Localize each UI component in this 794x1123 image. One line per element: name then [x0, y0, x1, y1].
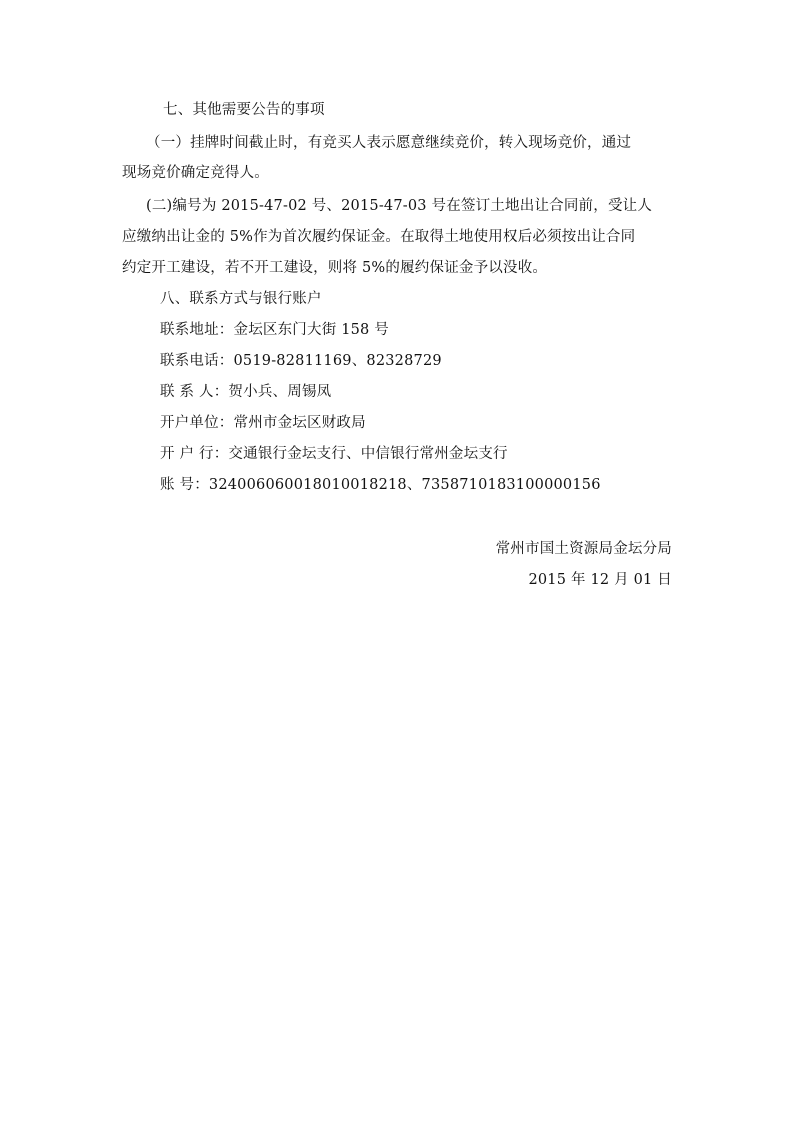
section7-heading: 七、其他需要公告的事项	[163, 102, 325, 118]
account-unit: 开户单位：常州市金坛区财政局	[160, 415, 366, 431]
signature-date: 2015 年 12 月 01 日	[528, 572, 672, 588]
contact-phone: 联系电话：0519-82811169、82328729	[160, 353, 442, 369]
bank-name: 开 户 行：交通银行金坛支行、中信银行常州金坛支行	[160, 446, 508, 462]
section8-heading: 八、联系方式与银行账户	[160, 291, 322, 307]
section7-item1-line2: 现场竞价确定竞得人。	[122, 165, 269, 181]
contact-address: 联系地址：金坛区东门大街 158 号	[160, 322, 389, 338]
contact-person: 联 系 人：贺小兵、周锡凤	[160, 384, 332, 400]
section7-item2-line3: 约定开工建设，若不开工建设，则将 5%的履约保证金予以没收。	[122, 260, 548, 276]
section7-item2-line1: (二)编号为 2015-47-02 号、2015-47-03 号在签订土地出让合同前，受让人	[146, 198, 653, 214]
signature-org: 常州市国土资源局金坛分局	[495, 541, 672, 557]
account-number: 账 号：324006060018010018218、7358710183100000156	[160, 477, 601, 493]
section7-item2-line2: 应缴纳出让金的 5%作为首次履约保证金。在取得土地使用权后必须按出让合同	[122, 229, 636, 245]
section7-item1-line1: （一）挂牌时间截止时，有竞买人表示愿意继续竞价，转入现场竞价，通过	[146, 135, 632, 151]
